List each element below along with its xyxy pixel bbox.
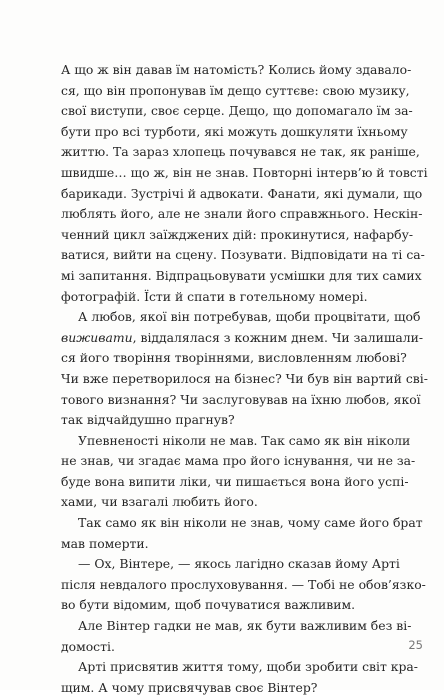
text-line: во бути відомим, щоб почуватися важливим. — [61, 597, 356, 613]
text-line: буде вона випити ліки, чи пишається вона його успі- — [61, 473, 409, 489]
text-line: після невдалого прослуховування. — Тобі не обов’язко- — [61, 576, 426, 592]
page-number: 25 — [408, 638, 423, 652]
text-line: домості. — [61, 638, 115, 654]
text-line: — Ох, Вінтере, — якось лагідно сказав йому Арті — [78, 556, 400, 572]
text-line: тового визнання? Чи заслуговував на їхню любов, якої — [61, 391, 421, 407]
text-line: люблять його, але не знали його справжнього. Нескін- — [61, 206, 423, 222]
text-line: фотографій. Їсти й спати в готельному номері. — [61, 288, 368, 304]
text-line: так відчайдушно прагнув? — [61, 412, 235, 428]
text-line: ся його творіння творіннями, висловленням любові? — [61, 350, 407, 366]
text-line: ся, що він пропонував їм дещо суттєве: свою музику, — [61, 82, 410, 98]
text-line: хами, чи взагалі любить його. — [61, 494, 258, 510]
text-line: життю. Та зараз хлопець почувався не так, як раніше, — [61, 144, 420, 160]
text-line: швидше… що ж, він не знав. Повторні інтерв’ю й товсті — [61, 164, 428, 180]
text-line: ватися, вийти на сцену. Позувати. Відповідати на ті са- — [61, 247, 425, 263]
text-line: Так само як він ніколи не знав, чому саме його брат — [78, 515, 423, 531]
text-line: ченний цикл заїжджених дій: прокинутися, нафарбу- — [61, 226, 414, 242]
text-line: Арті присвятив життя тому, щоби зробити світ кра- — [78, 659, 418, 675]
text-line: свої виступи, своє серце. Дещо, що допомагало їм за- — [61, 103, 413, 119]
text-line: мі запитання. Відпрацьовувати усмішки для тих самих — [61, 267, 422, 283]
text-line: А любов, якої він потребував, щоби процвітати, щоб — [78, 309, 421, 325]
text-line: щим. А чому присвячував своє Вінтер? — [61, 679, 318, 695]
text-line: виживати, віддалялася з кожним днем. Чи залишали- — [61, 329, 424, 345]
text-line: не знав, чи згадає мама про його існування, чи не за- — [61, 453, 416, 469]
text-line: Упевненості ніколи не мав. Так само як він ніколи — [78, 432, 411, 448]
text-line: барикади. Зустрічі й адвокати. Фанати, які думали, що — [61, 185, 423, 201]
emphasized-word: виживати — [61, 329, 133, 345]
text-line: бути про всі турботи, які можуть дошкуляти їхньому — [61, 123, 408, 139]
text-line: мав померти. — [61, 535, 149, 551]
text-line: Чи вже перетворилося на бізнес? Чи був він вартий сві- — [61, 370, 428, 386]
text-line: А що ж він давав їм натомість? Колись йому здавало- — [61, 62, 412, 77]
text-line: Але Вінтер гадки не мав, як бути важливим без ві- — [78, 618, 412, 634]
